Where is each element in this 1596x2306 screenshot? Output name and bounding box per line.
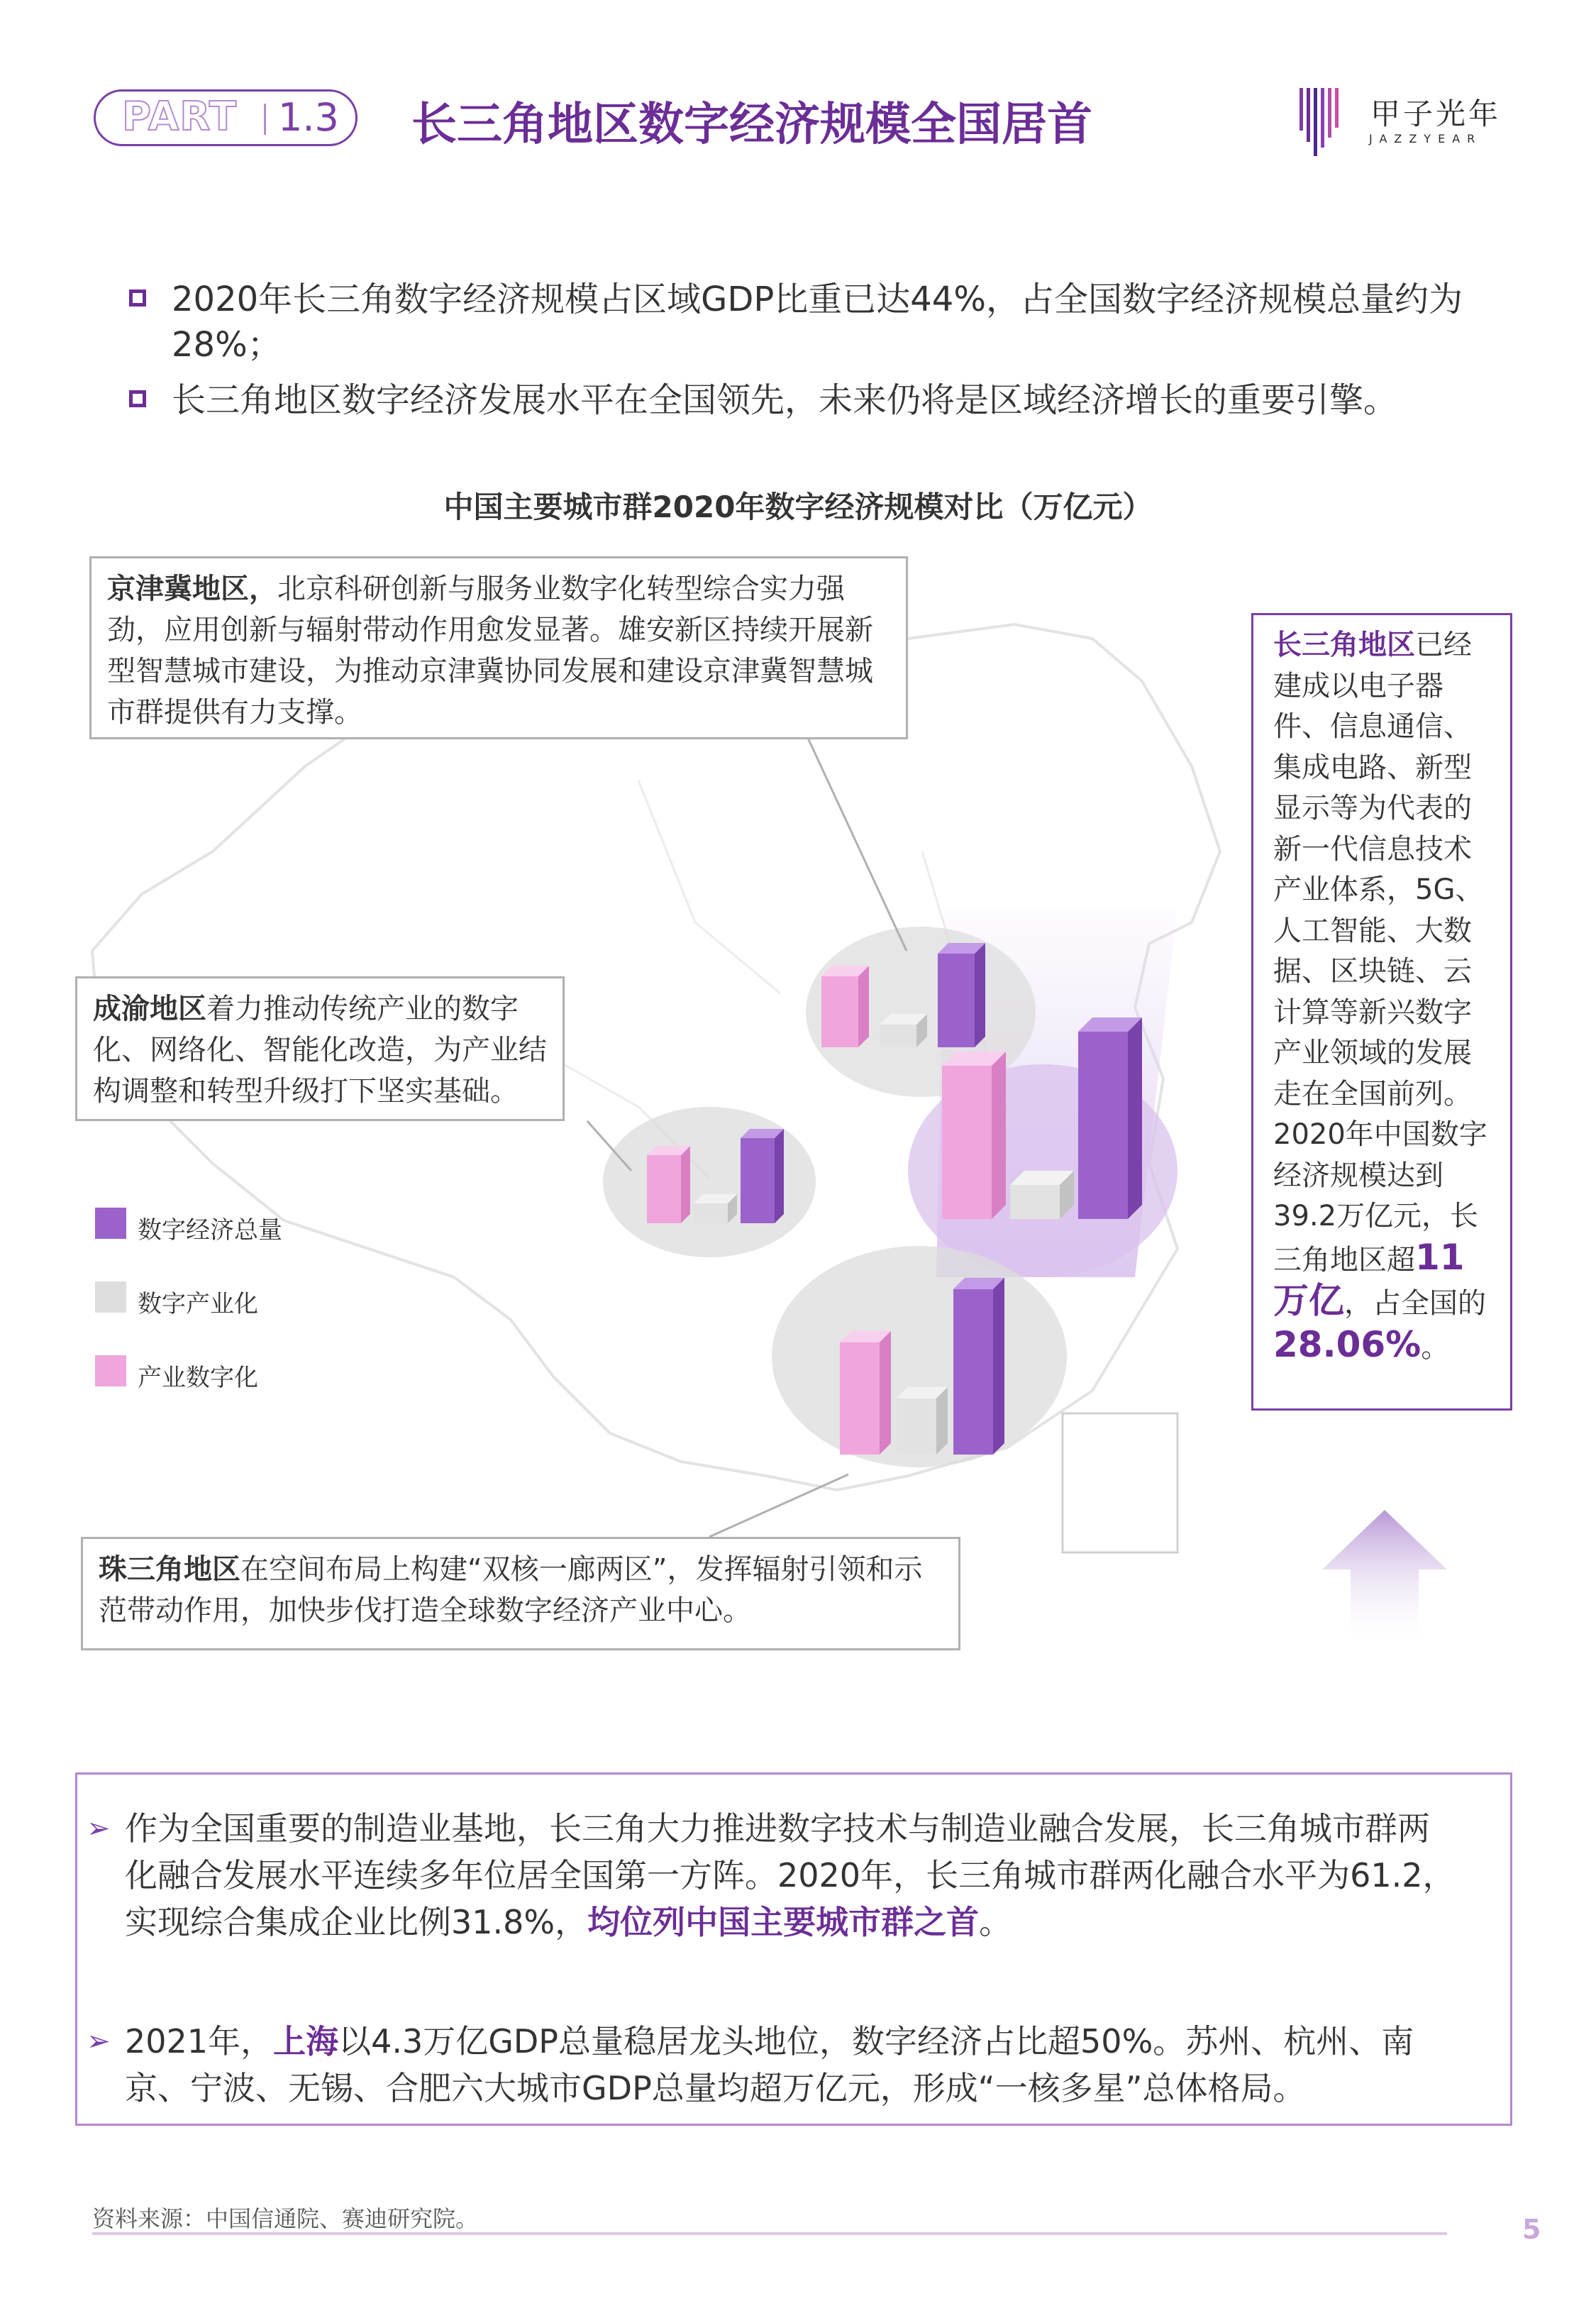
callout-zhusanjiao: 珠三角地区在空间布局上构建“双核一廊两区”，发挥辐射引领和示范带动作用，加快步伐打造全球数字经济产业中心。 [81,1537,960,1650]
summary-paragraph: ➢ 2021年，上海以4.3万亿GDP总量稳居龙头地位，数字经济占比超50%。苏州、杭州、南京、宁波、无锡、合肥六大城市GDP总量均超万亿元，形成“一核多星”总体格局。 [125,2018,1458,2112]
legend-swatch-industry [95,1281,126,1313]
callout-chengyu: 成渝地区着力推动传统产业的数字化、网络化、智能化改造，为产业结构调整和转型升级打下坚实基础。 [75,976,565,1121]
footer-divider [92,2232,1447,2235]
bar-长三角-产业数字化 [942,1052,1006,1219]
logo-subtext: JAZZYEAR [1369,132,1483,145]
page-title: 长三角地区数字经济规模全国居首 [411,99,1092,151]
up-arrow-icon [1322,1510,1447,1646]
summary-paragraph: ➢ 作为全国重要的制造业基地，长三角大力推进数字技术与制造业融合发展，长三角城市群两化融合发展水平连续多年位居全国第一方阵。2020年，长三角城市群两化融合水平为61.2，实现综合集成企业比例31.8%，均位列中国主要城市群之首。 [125,1805,1458,1946]
legend-swatch-total [95,1208,126,1239]
callout-changsanjiao: 长三角地区已经建成以电子器件、信息通信、集成电路、新型显示等为代表的新一代信息技术产业体系，5G、人工智能、大数据、区块链、云计算等新兴数字产业领域的发展走在全国前列。2020年中国数字经济规模达到39.2万亿元，长三角地区超11万亿，占全国的28.06%。 [1251,613,1512,1411]
arrow-bullet-icon: ➢ [87,2025,111,2058]
logo-text: 甲子光年 [1370,96,1502,131]
part-label: PART [122,94,238,140]
page-number: 5 [1522,2214,1541,2245]
bar-成渝-数字经济总量 [741,1129,784,1223]
bullet-item: 2020年长三角数字经济规模占区域GDP比重已达44%，占全国数字经济规模总量约为 28%； [132,277,1544,368]
bullet-item: 长三角地区数字经济发展水平在全国领先，未来仍将是区域经济增长的重要引擎。 [132,377,1544,423]
arrow-bullet-icon: ➢ [87,1812,111,1845]
chart-title: 中国主要城市群2020年数字经济规模对比（万亿元） [443,490,1153,524]
bar-京津冀-数字产业化 [880,1014,927,1047]
legend-swatch-digitization [95,1355,126,1386]
callout-jingjinji: 京津冀地区，北京科研创新与服务业数字化转型综合实力强劲，应用创新与辐射带动作用愈发显著。雄安新区持续开展新型智慧城市建设，为推动京津冀协同发展和建设京津冀智慧城市群提供有力支撑。 [89,556,908,739]
bar-珠三角-产业数字化 [840,1331,891,1455]
bar-珠三角-数字经济总量 [953,1278,1004,1455]
bar-成渝-数字产业化 [694,1194,737,1223]
source-note: 资料来源：中国信通院、赛迪研究院。 [92,2205,479,2232]
bar-京津冀-数字经济总量 [938,943,985,1047]
part-number: 1.3 [278,95,339,140]
bar-长三角-数字产业化 [1010,1171,1074,1219]
bar-长三角-数字经济总量 [1078,1017,1142,1219]
south-china-sea-inset [1063,1413,1177,1552]
bar-京津冀-产业数字化 [821,966,869,1047]
bar-成渝-产业数字化 [647,1146,690,1223]
bar-珠三角-数字产业化 [897,1387,948,1455]
